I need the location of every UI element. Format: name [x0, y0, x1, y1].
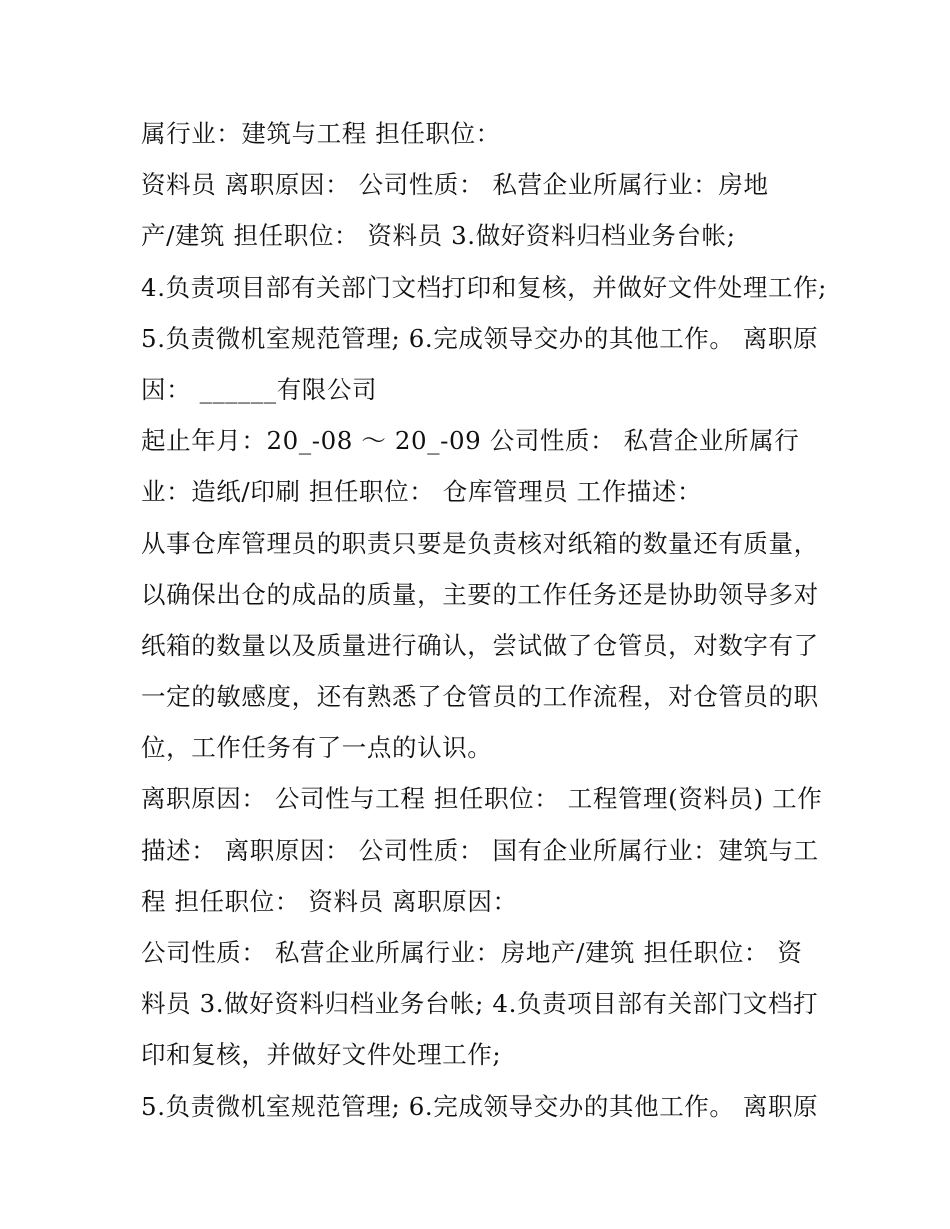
text-line: 以确保出仓的成品的质量，主要的工作任务还是协助领导多对 — [141, 579, 819, 609]
text-line: 离职原因： 公司性与工程 担任职位： 工程管理(资料员) 工作 — [141, 784, 823, 814]
text-line: 公司性质： 私营企业所属行业：房地产/建筑 担任职位： 资 — [141, 938, 803, 967]
text-line: 程 担任职位： 资料员 离职原因： — [141, 886, 518, 916]
text-line: 5.负责微机室规范管理; 6.完成领导交办的其他工作。 离职原 — [141, 1091, 819, 1121]
text-line: 资料员 离职原因： 公司性质： 私营企业所属行业：房地 — [141, 170, 769, 200]
text-line: 产/建筑 担任职位： 资料员 3.做好资料归档业务台帐; — [141, 221, 736, 251]
text-line: 4.负责项目部有关部门文档打印和复核，并做好文件处理工作; — [141, 272, 828, 302]
text-line: 纸箱的数量以及质量进行确认，尝试做了仓管员，对数字有了 — [141, 630, 819, 660]
document-body — [141, 108, 828, 1132]
text-line: 描述： 离职原因： 公司性质： 国有企业所属行业：建筑与工 — [141, 835, 819, 865]
text-line: 5.负责微机室规范管理; 6.完成领导交办的其他工作。 离职原 — [141, 323, 819, 353]
text-line: 业：造纸/印刷 担任职位： 仓库管理员 工作描述： — [141, 477, 703, 507]
text-line: 因： ______有限公司 — [141, 374, 378, 404]
text-line: 印和复核，并做好文件处理工作; — [141, 1040, 502, 1070]
text-line: 属行业：建筑与工程 担任职位： — [141, 119, 501, 148]
text-line: 料员 3.做好资料归档业务台帐; 4.负责项目部有关部门文档打 — [141, 989, 819, 1019]
text-line: 一定的敏感度，还有熟悉了仓管员的工作流程，对仓管员的职 — [141, 682, 819, 712]
text-line: 位，工作任务有了一点的认识。 — [141, 733, 493, 763]
text-line: 起止年月：20_-08 ～ 20_-09 公司性质： 私营企业所属行 — [141, 426, 800, 456]
text-line: 从事仓库管理员的职责只要是负责核对纸箱的数量还有质量， — [141, 528, 819, 558]
